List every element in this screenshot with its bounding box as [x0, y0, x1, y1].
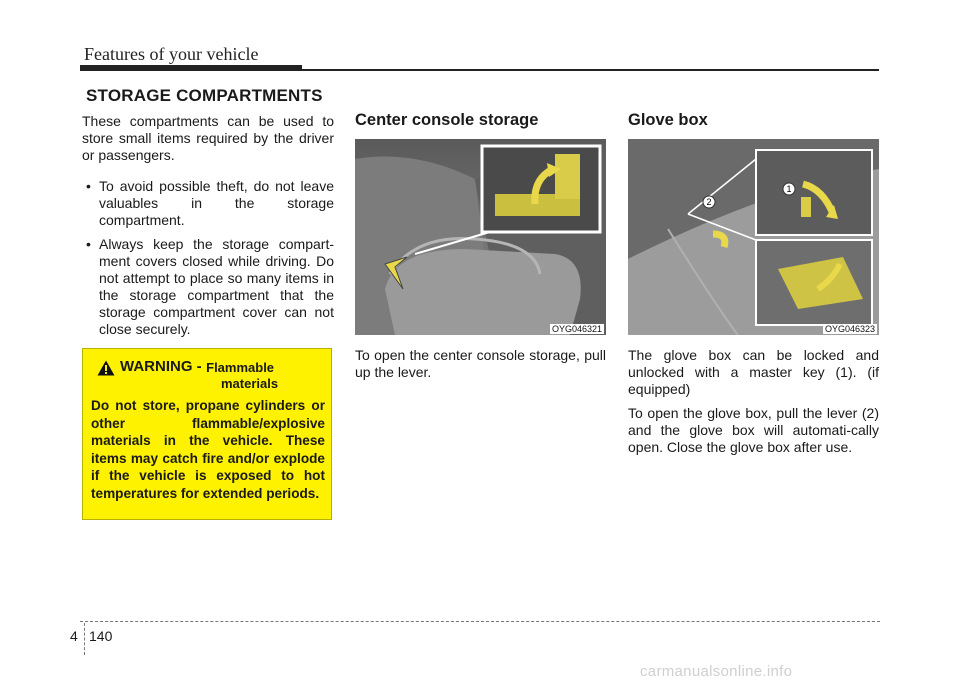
- glove-box-text-block: [628, 347, 879, 463]
- bullet-dot: •: [86, 178, 91, 194]
- bullet-dot: •: [86, 236, 91, 252]
- footer-divider: [84, 623, 85, 655]
- header-title: Features of your vehicle: [84, 44, 259, 64]
- center-console-text-block: [355, 347, 606, 388]
- warning-subtitle: Flammable: [206, 360, 275, 375]
- page-number: 140: [89, 628, 113, 644]
- bullet-text: To avoid possible theft, do not leave valuables in the storage compartment.: [99, 178, 334, 228]
- center-console-illustration: [355, 139, 606, 335]
- center-console-image: [355, 139, 606, 335]
- warning-box: [82, 348, 332, 520]
- header-rule: [302, 69, 879, 71]
- bullet-item: [82, 178, 334, 229]
- glove-box-image-code: OYG046323: [824, 324, 875, 334]
- footer-rule: [80, 621, 880, 622]
- center-console-image-code: OYG046321: [551, 324, 602, 334]
- center-console-title: Center console storage: [355, 111, 539, 129]
- intro-column: [82, 113, 334, 345]
- glove-box-title: Glove box: [628, 111, 708, 129]
- callout-2: 2: [706, 197, 712, 207]
- warning-header: [97, 358, 274, 376]
- section-title: STORAGE COMPARTMENTS: [86, 86, 323, 105]
- glove-box-text-1: The glove box can be locked and unlocked with a master key (1). (if equipped): [628, 347, 879, 397]
- bullet-item: [82, 236, 334, 338]
- glove-box-text-2: To open the glove box, pull the lever (2) and the glove box will automati-cally open. Close the glove box after use.: [628, 405, 879, 455]
- header-bar: [80, 65, 302, 71]
- chapter-number: 4: [70, 628, 78, 644]
- intro-text: These compartments can be used to store small items required by the driver or passengers.: [82, 113, 334, 163]
- warning-subtitle-line2: materials: [221, 376, 279, 391]
- watermark: carmanualsonline.info: [640, 663, 793, 680]
- center-console-text: To open the center console storage, pull up the lever.: [355, 347, 606, 380]
- glove-box-image: [628, 139, 879, 335]
- bullet-text: Always keep the storage compart-ment covers closed while driving. Do not attempt to place so many items in the storage compartment that the storage compartment cover can not close securely.: [99, 236, 334, 337]
- glove-box-illustration: [628, 139, 879, 335]
- warning-triangle-icon: [97, 360, 115, 376]
- warning-title: WARNING -: [120, 358, 202, 375]
- bullet-list: [82, 178, 334, 338]
- callout-1: 1: [786, 184, 792, 194]
- warning-body: Do not store, propane cylinders or other flammable/explosive materials in the vehicle. These items may catch fire and/or explode if the vehicle is exposed to hot temperatures for extended periods.: [91, 398, 325, 501]
